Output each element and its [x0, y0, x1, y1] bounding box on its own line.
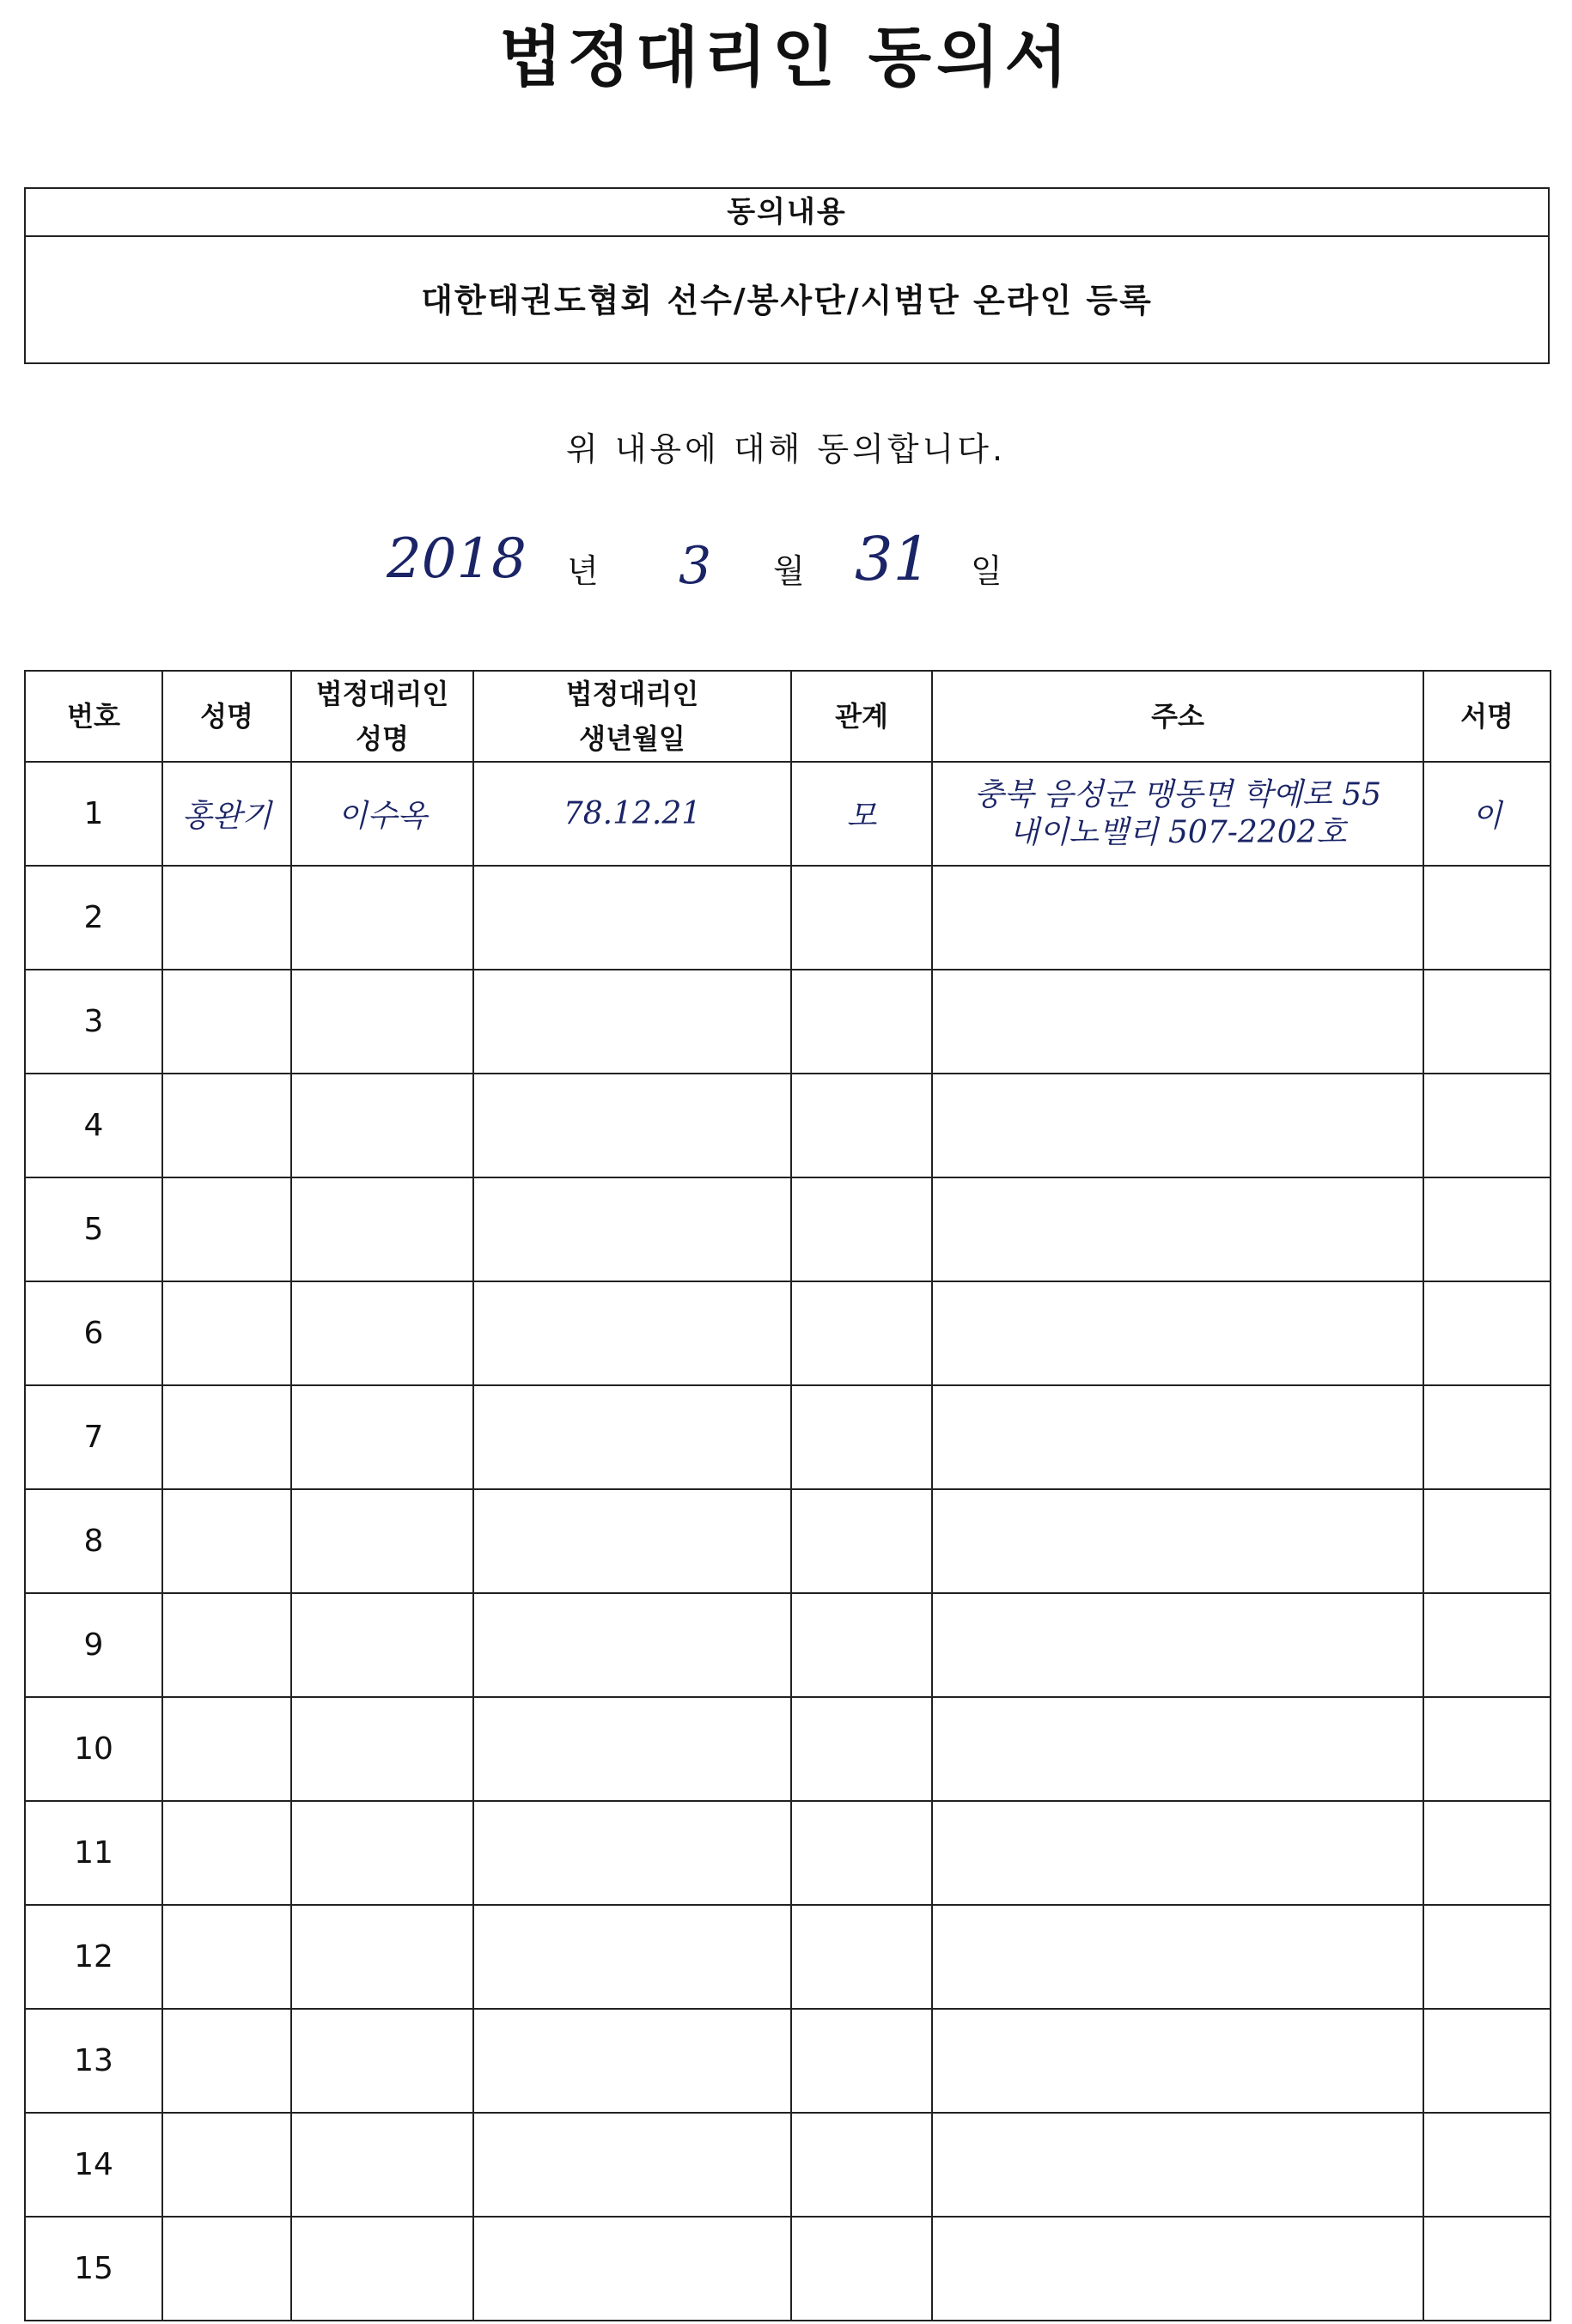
date-year-label: 년: [567, 552, 599, 590]
row-name[interactable]: [162, 970, 291, 1074]
date-row: [0, 524, 1572, 610]
table-row: [25, 1074, 1551, 1177]
row-guardian-name[interactable]: [291, 866, 473, 970]
row-signature[interactable]: [1423, 1697, 1551, 1801]
row-no: 9: [25, 1593, 162, 1697]
row-guardian-birth[interactable]: [473, 1177, 791, 1281]
row-relation[interactable]: [791, 1905, 932, 2009]
table-row: [25, 2009, 1551, 2113]
row-guardian-name[interactable]: [291, 2113, 473, 2217]
row-address[interactable]: [932, 1074, 1423, 1177]
row-address[interactable]: [932, 1905, 1423, 2009]
row-address[interactable]: [932, 970, 1423, 1074]
row-signature[interactable]: [1423, 2113, 1551, 2217]
table-row: [25, 970, 1551, 1074]
table-row: [25, 1905, 1551, 2009]
table-row: [25, 1489, 1551, 1593]
row-signature[interactable]: [1423, 1177, 1551, 1281]
date-day: 31: [855, 524, 932, 594]
row-address[interactable]: [932, 1697, 1423, 1801]
row-name[interactable]: [162, 1177, 291, 1281]
date-month: 3: [679, 536, 712, 596]
table-row: [25, 1177, 1551, 1281]
row-relation[interactable]: [791, 1074, 932, 1177]
row-relation[interactable]: [791, 1801, 932, 1905]
row-relation[interactable]: [791, 1385, 932, 1489]
row-guardian-birth[interactable]: [473, 1281, 791, 1385]
row-address[interactable]: [932, 1801, 1423, 1905]
table-row: [25, 1281, 1551, 1385]
consent-box: [24, 187, 1550, 364]
table-row: [25, 1801, 1551, 1905]
table-row: [25, 1593, 1551, 1697]
row-name[interactable]: [162, 1489, 291, 1593]
row-name[interactable]: [162, 1385, 291, 1489]
row-no: 6: [25, 1281, 162, 1385]
row-relation[interactable]: [791, 1489, 932, 1593]
row-name: 홍완기: [162, 762, 291, 866]
row-address[interactable]: [932, 1385, 1423, 1489]
row-relation[interactable]: [791, 1697, 932, 1801]
header-signature: 서명: [1423, 671, 1551, 762]
row-address[interactable]: [932, 866, 1423, 970]
row-relation[interactable]: [791, 1281, 932, 1385]
row-signature[interactable]: [1423, 866, 1551, 970]
row-signature[interactable]: [1423, 1905, 1551, 2009]
consent-content: 대한태권도협회 선수/봉사단/시범단 온라인 등록: [421, 282, 1153, 319]
row-signature[interactable]: [1423, 970, 1551, 1074]
row-guardian-birth: 78.12.21: [473, 762, 791, 866]
row-no: 8: [25, 1489, 162, 1593]
row-no: 11: [25, 1801, 162, 1905]
header-guardian-name-line1: 법정대리인: [315, 678, 449, 710]
row-guardian-name[interactable]: [291, 1177, 473, 1281]
row-signature[interactable]: [1423, 2217, 1551, 2321]
row-guardian-name[interactable]: [291, 2009, 473, 2113]
row-guardian-birth[interactable]: [473, 1801, 791, 1905]
agreement-text: 위 내용에 대해 동의합니다.: [565, 430, 1007, 468]
row-guardian-birth[interactable]: [473, 1074, 791, 1177]
row-relation[interactable]: [791, 2009, 932, 2113]
row-signature[interactable]: [1423, 1281, 1551, 1385]
row-no: 14: [25, 2113, 162, 2217]
row-guardian-name[interactable]: [291, 1697, 473, 1801]
row-guardian-birth[interactable]: [473, 2217, 791, 2321]
row-name[interactable]: [162, 2217, 291, 2321]
row-address: [932, 762, 1423, 866]
header-address: 주소: [932, 671, 1423, 762]
row-address[interactable]: [932, 1593, 1423, 1697]
table-header-row: [25, 671, 1551, 762]
date-day-label: 일: [971, 552, 1002, 590]
row-relation[interactable]: [791, 2217, 932, 2321]
row-guardian-name[interactable]: [291, 1385, 473, 1489]
row-address[interactable]: [932, 2217, 1423, 2321]
row-guardian-birth[interactable]: [473, 970, 791, 1074]
header-guardian-birth: [473, 671, 791, 762]
row-signature[interactable]: [1423, 1801, 1551, 1905]
row-guardian-birth[interactable]: [473, 1593, 791, 1697]
row-signature[interactable]: [1423, 1074, 1551, 1177]
row-relation[interactable]: [791, 866, 932, 970]
row-no: 3: [25, 970, 162, 1074]
row-signature[interactable]: [1423, 1593, 1551, 1697]
row-guardian-birth[interactable]: [473, 1489, 791, 1593]
row-guardian-name[interactable]: [291, 1593, 473, 1697]
table-row: [25, 1385, 1551, 1489]
row-name[interactable]: [162, 1697, 291, 1801]
row-relation: 모: [791, 762, 932, 866]
row-no: 1: [25, 762, 162, 866]
row-relation[interactable]: [791, 1593, 932, 1697]
row-address[interactable]: [932, 2009, 1423, 2113]
row-signature: 이: [1423, 762, 1551, 866]
row-name[interactable]: [162, 2113, 291, 2217]
row-address[interactable]: [932, 1281, 1423, 1385]
registration-table: [24, 670, 1551, 2321]
row-name[interactable]: [162, 1801, 291, 1905]
row-guardian-name[interactable]: [291, 1905, 473, 2009]
row-signature[interactable]: [1423, 1489, 1551, 1593]
row-guardian-name[interactable]: [291, 1281, 473, 1385]
header-no: 번호: [25, 671, 162, 762]
row-no: 4: [25, 1074, 162, 1177]
row-signature[interactable]: [1423, 2009, 1551, 2113]
row-name[interactable]: [162, 1074, 291, 1177]
row-guardian-name[interactable]: [291, 2217, 473, 2321]
row-address[interactable]: [932, 1489, 1423, 1593]
date-month-label: 월: [773, 552, 805, 590]
row-name[interactable]: [162, 2009, 291, 2113]
row-guardian-name: 이수옥: [291, 762, 473, 866]
header-name: 성명: [162, 671, 291, 762]
row-no: 15: [25, 2217, 162, 2321]
row-guardian-name[interactable]: [291, 970, 473, 1074]
row-no: 7: [25, 1385, 162, 1489]
row-relation[interactable]: [791, 970, 932, 1074]
row-name[interactable]: [162, 1905, 291, 2009]
row-relation[interactable]: [791, 1177, 932, 1281]
header-guardian-name-line2: 성명: [356, 722, 409, 755]
row-guardian-birth[interactable]: [473, 2009, 791, 2113]
consent-header: 동의내용: [26, 189, 1548, 237]
row-address-line1: 충북 음성군 맹동면 학예로 55: [973, 776, 1382, 812]
header-relation: 관계: [791, 671, 932, 762]
row-guardian-name[interactable]: [291, 1074, 473, 1177]
row-name[interactable]: [162, 1281, 291, 1385]
row-no: 12: [25, 1905, 162, 2009]
row-relation[interactable]: [791, 2113, 932, 2217]
row-guardian-birth[interactable]: [473, 1905, 791, 2009]
row-signature[interactable]: [1423, 1385, 1551, 1489]
row-no: 10: [25, 1697, 162, 1801]
row-address[interactable]: [932, 2113, 1423, 2217]
table-row: [25, 762, 1551, 866]
row-guardian-birth[interactable]: [473, 1697, 791, 1801]
table-row: [25, 2113, 1551, 2217]
row-guardian-name[interactable]: [291, 1801, 473, 1905]
header-guardian-birth-line2: 생년월일: [579, 722, 685, 755]
table-row: [25, 866, 1551, 970]
row-guardian-birth[interactable]: [473, 2113, 791, 2217]
row-address-line2: 내이노밸리 507-2202호: [1008, 814, 1347, 850]
row-guardian-name[interactable]: [291, 1489, 473, 1593]
row-guardian-birth[interactable]: [473, 866, 791, 970]
row-guardian-birth[interactable]: [473, 1385, 791, 1489]
row-no: 5: [25, 1177, 162, 1281]
row-no: 13: [25, 2009, 162, 2113]
row-name[interactable]: [162, 866, 291, 970]
table-row: [25, 2217, 1551, 2321]
table-row: [25, 1697, 1551, 1801]
row-address[interactable]: [932, 1177, 1423, 1281]
row-name[interactable]: [162, 1593, 291, 1697]
document-title: 법정대리인 동의서: [499, 19, 1073, 95]
header-guardian-birth-line1: 법정대리인: [565, 678, 699, 710]
header-guardian-name: [291, 671, 473, 762]
date-year: 2018: [387, 527, 527, 591]
row-no: 2: [25, 866, 162, 970]
